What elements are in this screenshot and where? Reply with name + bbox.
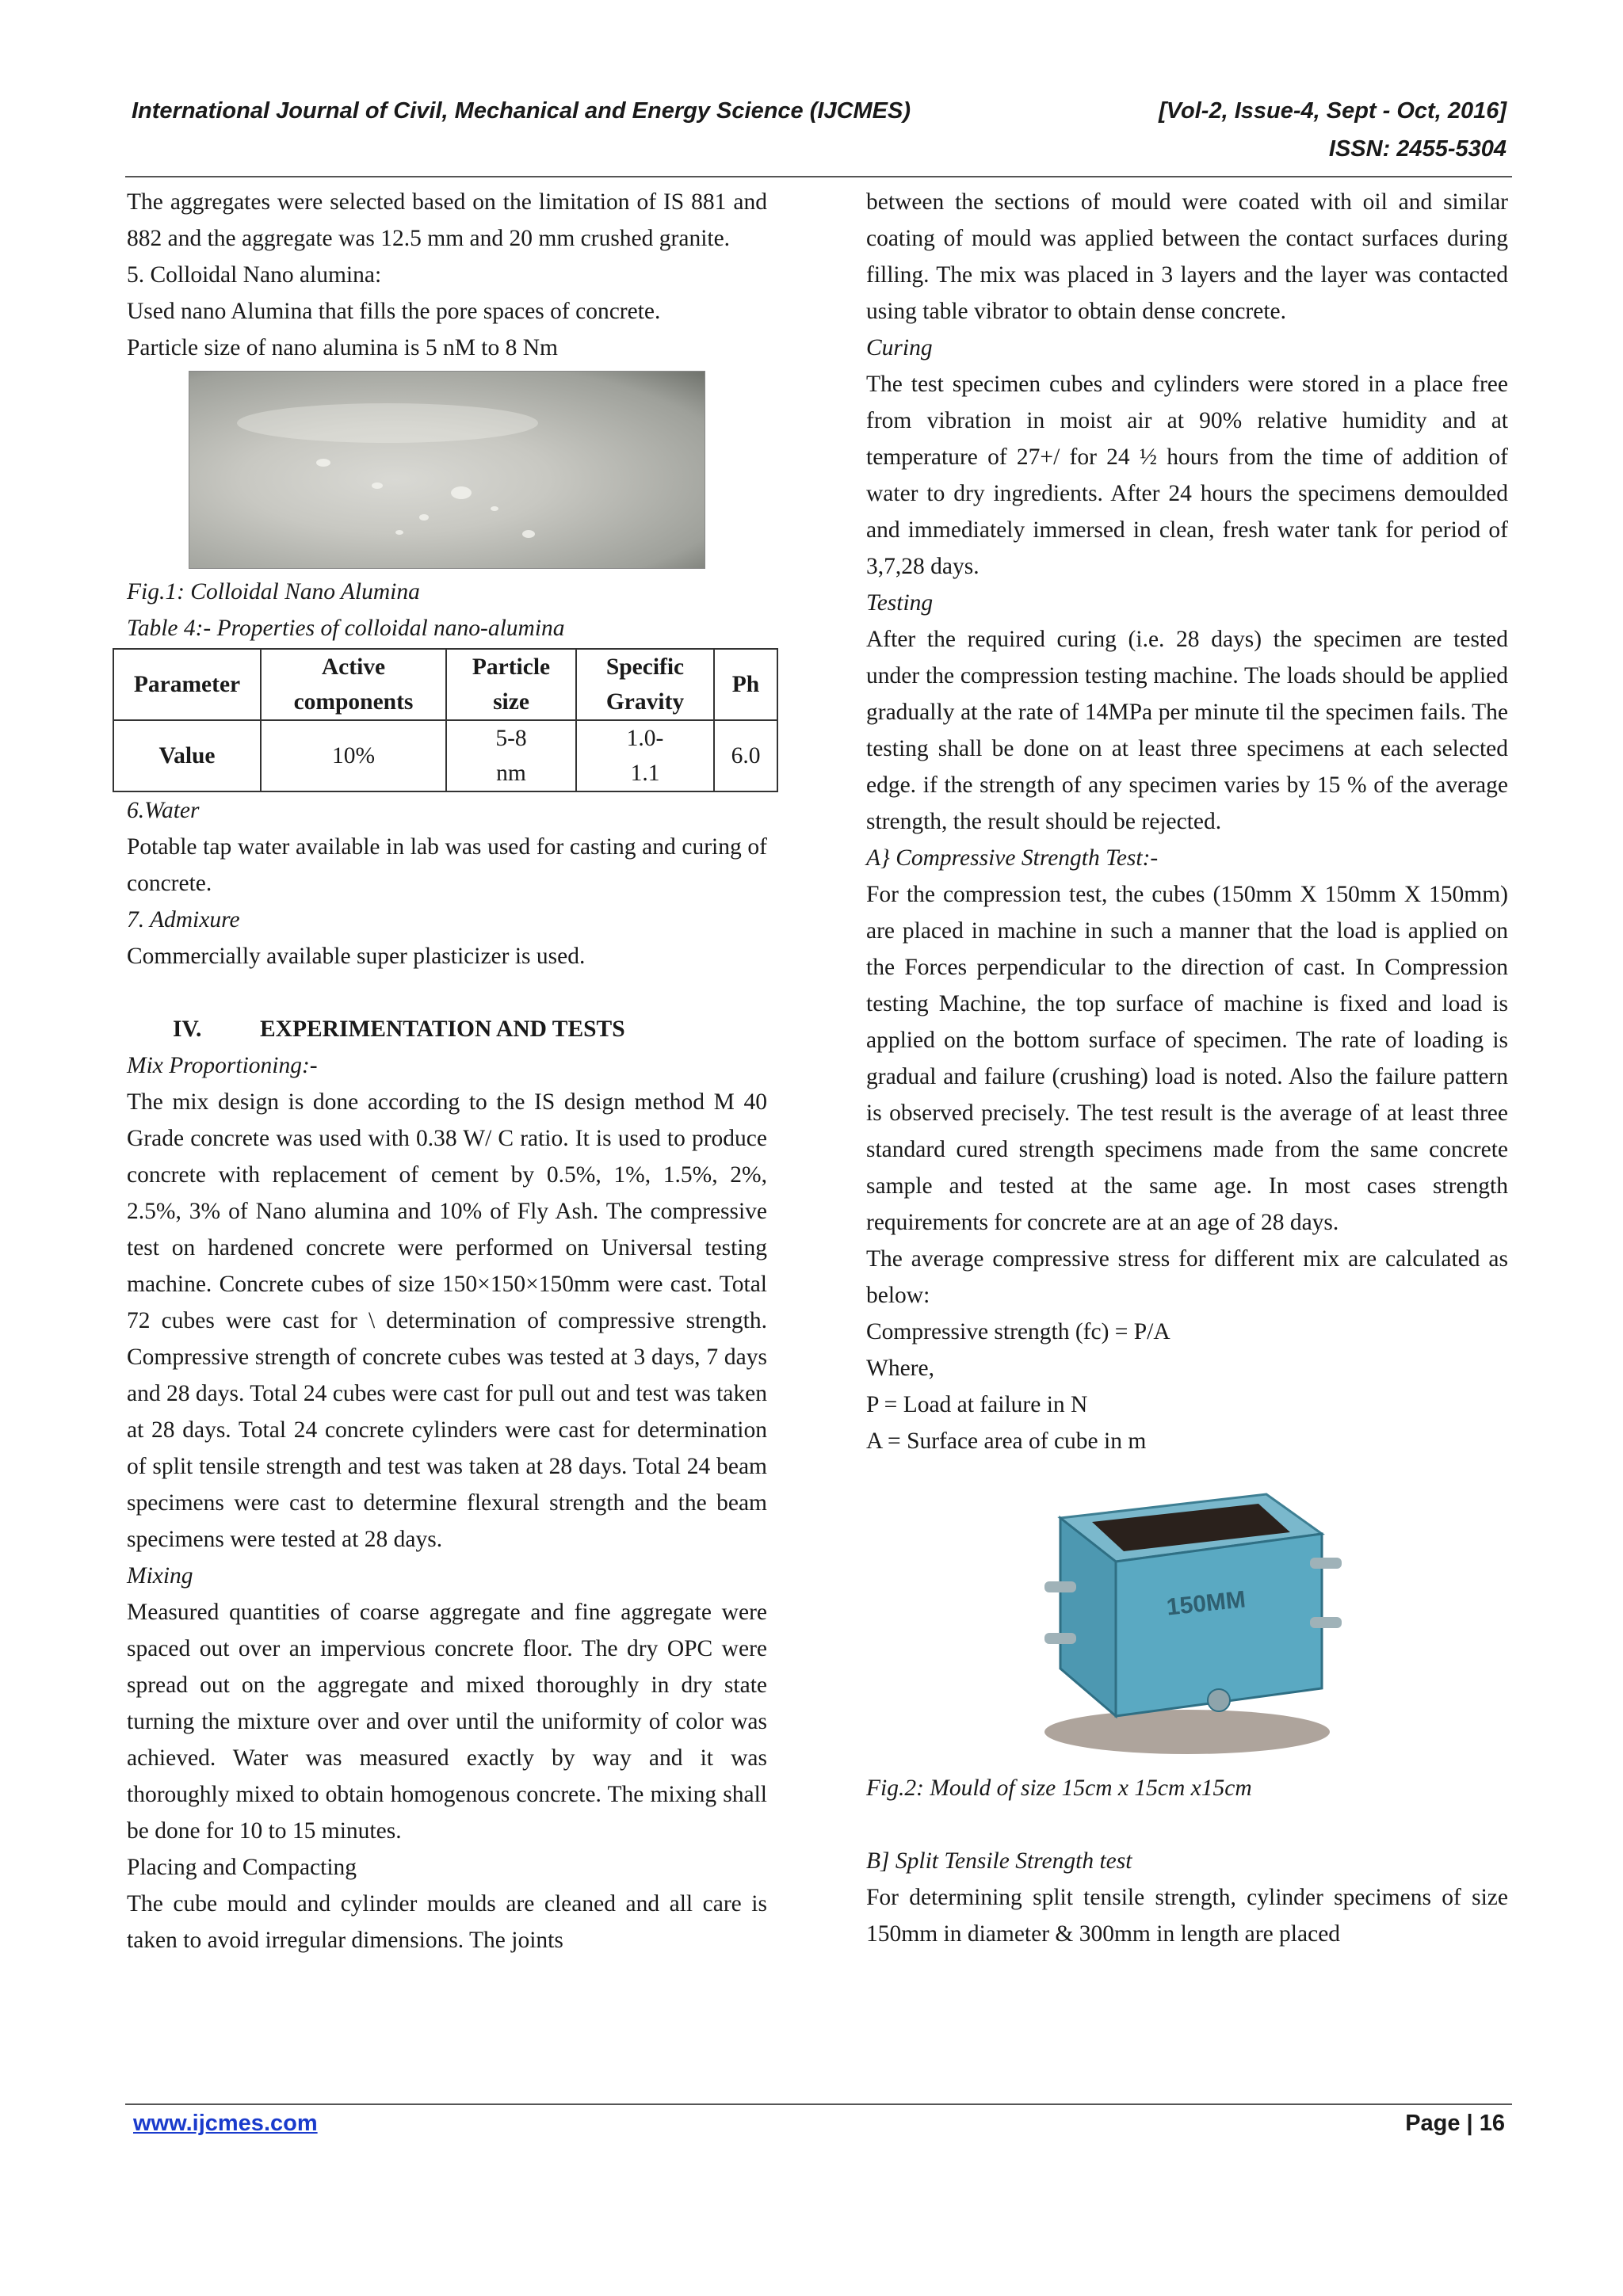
left-column bbox=[127, 184, 767, 1958]
section-iv-heading bbox=[127, 1011, 767, 1047]
header-ph: Ph bbox=[714, 649, 777, 720]
split-tensile-heading: B] Split Tensile Strength test bbox=[866, 1848, 1132, 1874]
admixture-heading: 7. Admixure bbox=[127, 907, 240, 933]
table-4-caption: Table 4:- Properties of colloidal nano-alumina bbox=[127, 616, 565, 641]
mould-size-label: 150MM bbox=[1165, 1586, 1247, 1621]
placing-heading: Placing and Compacting bbox=[127, 1855, 357, 1880]
aggregate-paragraph: The aggregates were selected based on the limitation of IS 881 and 882 and the aggregate was 12.5 mm and 20 mm crushed granite. bbox=[127, 189, 767, 251]
mixing-heading: Mixing bbox=[127, 1563, 193, 1589]
particle-size-text: Particle size of nano alumina is 5 nM to 8 Nm bbox=[127, 335, 559, 360]
formula-line: Compressive strength (fc) = P/A bbox=[866, 1319, 1170, 1344]
header-parameter: Parameter bbox=[113, 649, 261, 720]
curing-heading: Curing bbox=[866, 335, 933, 360]
compression-test-paragraph: For the compression test, the cubes (150mm X 150mm X 150mm) are placed in machine in such a manner that the load is applied on the Forces perpendicular to the direction of cast. In Compression testing Machine, the top surface of machine is fixed and load is applied on the bottom surface of specimen. The rate of loading is gradual and failure (crushing) load is noted. Also the failure pattern is observed precisely. The test result is the average of at least three standard cured strength specimens made from the same concrete sample and tested at the same age. In most cases strength requirements for concrete are at an age of 28 days. bbox=[866, 882, 1508, 1235]
figure-1 bbox=[127, 371, 767, 646]
cube-mould-image bbox=[1029, 1463, 1346, 1756]
placing-paragraph: The cube mould and cylinder moulds are cleaned and all care is taken to avoid irregular dimensions. The joints bbox=[127, 1891, 767, 1953]
journal-title: International Journal of Civil, Mechanical and Energy Science (IJCMES) bbox=[132, 98, 911, 124]
split-tensile-paragraph: For determining split tensile strength, cylinder specimens of size 150mm in diameter & 300mm in length are placed bbox=[866, 1885, 1508, 1947]
mix-design-paragraph: The mix design is done according to the IS design method M 40 Grade concrete was used with 0.38 W/ C ratio. It is used to produce concrete with replacement of cement by 0.5%, 1%, 1.5%, 2%, 2.5%, 3% of Nano alumina and 10% of Fly Ash. The compressive test on hardened concrete were performed on Universal testing machine. Concrete cubes of size 150×150×150mm were cast. Total 72 cubes were cast for \ determination of compressive strength. Compressive strength of concrete cubes was tested at 3 days, 7 days and 28 days. Total 24 cubes were cast for pull out and test was taken at 28 days. Total 24 concrete cylinders were cast for determination of split tensile strength and test was taken at 28 days. Total 24 beam specimens were cast to determine flexural strength and the beam specimens were tested at 28 days. bbox=[127, 1089, 767, 1552]
cell-specific-gravity: 1.0- 1.1 bbox=[576, 720, 714, 791]
header-specific-gravity: Specific Gravity bbox=[576, 649, 714, 720]
issn: ISSN: 2455-5304 bbox=[1328, 136, 1507, 162]
where-line: Where, bbox=[866, 1356, 934, 1381]
admixture-text: Commercially available super plasticizer is used. bbox=[127, 944, 586, 969]
figure-1-caption: Fig.1: Colloidal Nano Alumina bbox=[127, 579, 420, 605]
cell-ph: 6.0 bbox=[714, 720, 777, 791]
testing-heading: Testing bbox=[866, 590, 934, 616]
header-particle-size: Particle size bbox=[446, 649, 576, 720]
area-definition: A = Surface area of cube in m bbox=[866, 1428, 1147, 1454]
section-number: IV. bbox=[173, 1016, 202, 1042]
curing-paragraph: The test specimen cubes and cylinders were stored in a place free from vibration in moist air at 90% relative humidity and at temperature of 27+/ for 24 ½ hours from the time of addition of water to dry ingredients. After 24 hours the specimens demoulded and immediately immersed in clean, fresh water tank for period of 3,7,28 days. bbox=[866, 372, 1508, 579]
right-column bbox=[866, 184, 1508, 1952]
mixing-paragraph: Measured quantities of coarse aggregate and fine aggregate were spaced out over an impervious concrete floor. The dry OPC were spread out on the aggregate and mixed thoroughly in dry state turning the mixture over and over until the uniformity of color was achieved. Water was measured exactly by way and it was thoroughly mixed to obtain homogenous concrete. The mixing shall be done for 10 to 15 minutes. bbox=[127, 1600, 767, 1844]
table-value-row bbox=[113, 720, 777, 791]
water-heading: 6.Water bbox=[127, 798, 200, 823]
row-value-label: Value bbox=[113, 720, 261, 791]
journal-website-link[interactable]: www.ijcmes.com bbox=[133, 2111, 318, 2136]
header-rule bbox=[125, 176, 1512, 177]
average-stress-paragraph: The average compressive stress for different mix are calculated as below: bbox=[866, 1246, 1508, 1308]
cell-particle-size: 5-8 nm bbox=[446, 720, 576, 791]
nano-alumina-heading: 5. Colloidal Nano alumina: bbox=[127, 262, 382, 288]
mix-proportioning-heading: Mix Proportioning:- bbox=[127, 1053, 318, 1078]
header-active-components: Active components bbox=[261, 649, 446, 720]
cell-active-components: 10% bbox=[261, 720, 446, 791]
load-definition: P = Load at failure in N bbox=[866, 1392, 1088, 1417]
volume-info: [Vol-2, Issue-4, Sept - Oct, 2016] bbox=[1159, 98, 1507, 124]
water-text: Potable tap water available in lab was used for casting and curing of concrete. bbox=[127, 834, 767, 896]
joints-paragraph: between the sections of mould were coated with oil and similar coating of mould was applied between the contact surfaces during filling. The mix was placed in 3 layers and the layer was contacted using table vibrator to obtain dense concrete. bbox=[866, 189, 1508, 324]
figure-2 bbox=[866, 1459, 1508, 1806]
page-number: Page | 16 bbox=[1405, 2111, 1505, 2136]
section-title: EXPERIMENTATION AND TESTS bbox=[260, 1016, 625, 1042]
compressive-strength-heading: A} Compressive Strength Test:- bbox=[866, 845, 1159, 871]
testing-paragraph: After the required curing (i.e. 28 days) the specimen are tested under the compression testing machine. The loads should be applied gradually at the rate of 14MPa per minute til the specimen fails. The testing shall be done on at least three specimens at each selected edge. if the strength of any specimen varies by 15 % of the average strength, the result should be rejected. bbox=[866, 627, 1508, 834]
colloidal-nano-alumina-image bbox=[189, 371, 705, 569]
footer-rule bbox=[125, 2103, 1512, 2105]
figure-2-caption: Fig.2: Mould of size 15cm x 15cm x15cm bbox=[866, 1775, 1252, 1801]
nano-alumina-properties-table bbox=[113, 648, 778, 792]
table-header-row bbox=[113, 649, 777, 720]
nano-alumina-text: Used nano Alumina that fills the pore spaces of concrete. bbox=[127, 299, 661, 324]
